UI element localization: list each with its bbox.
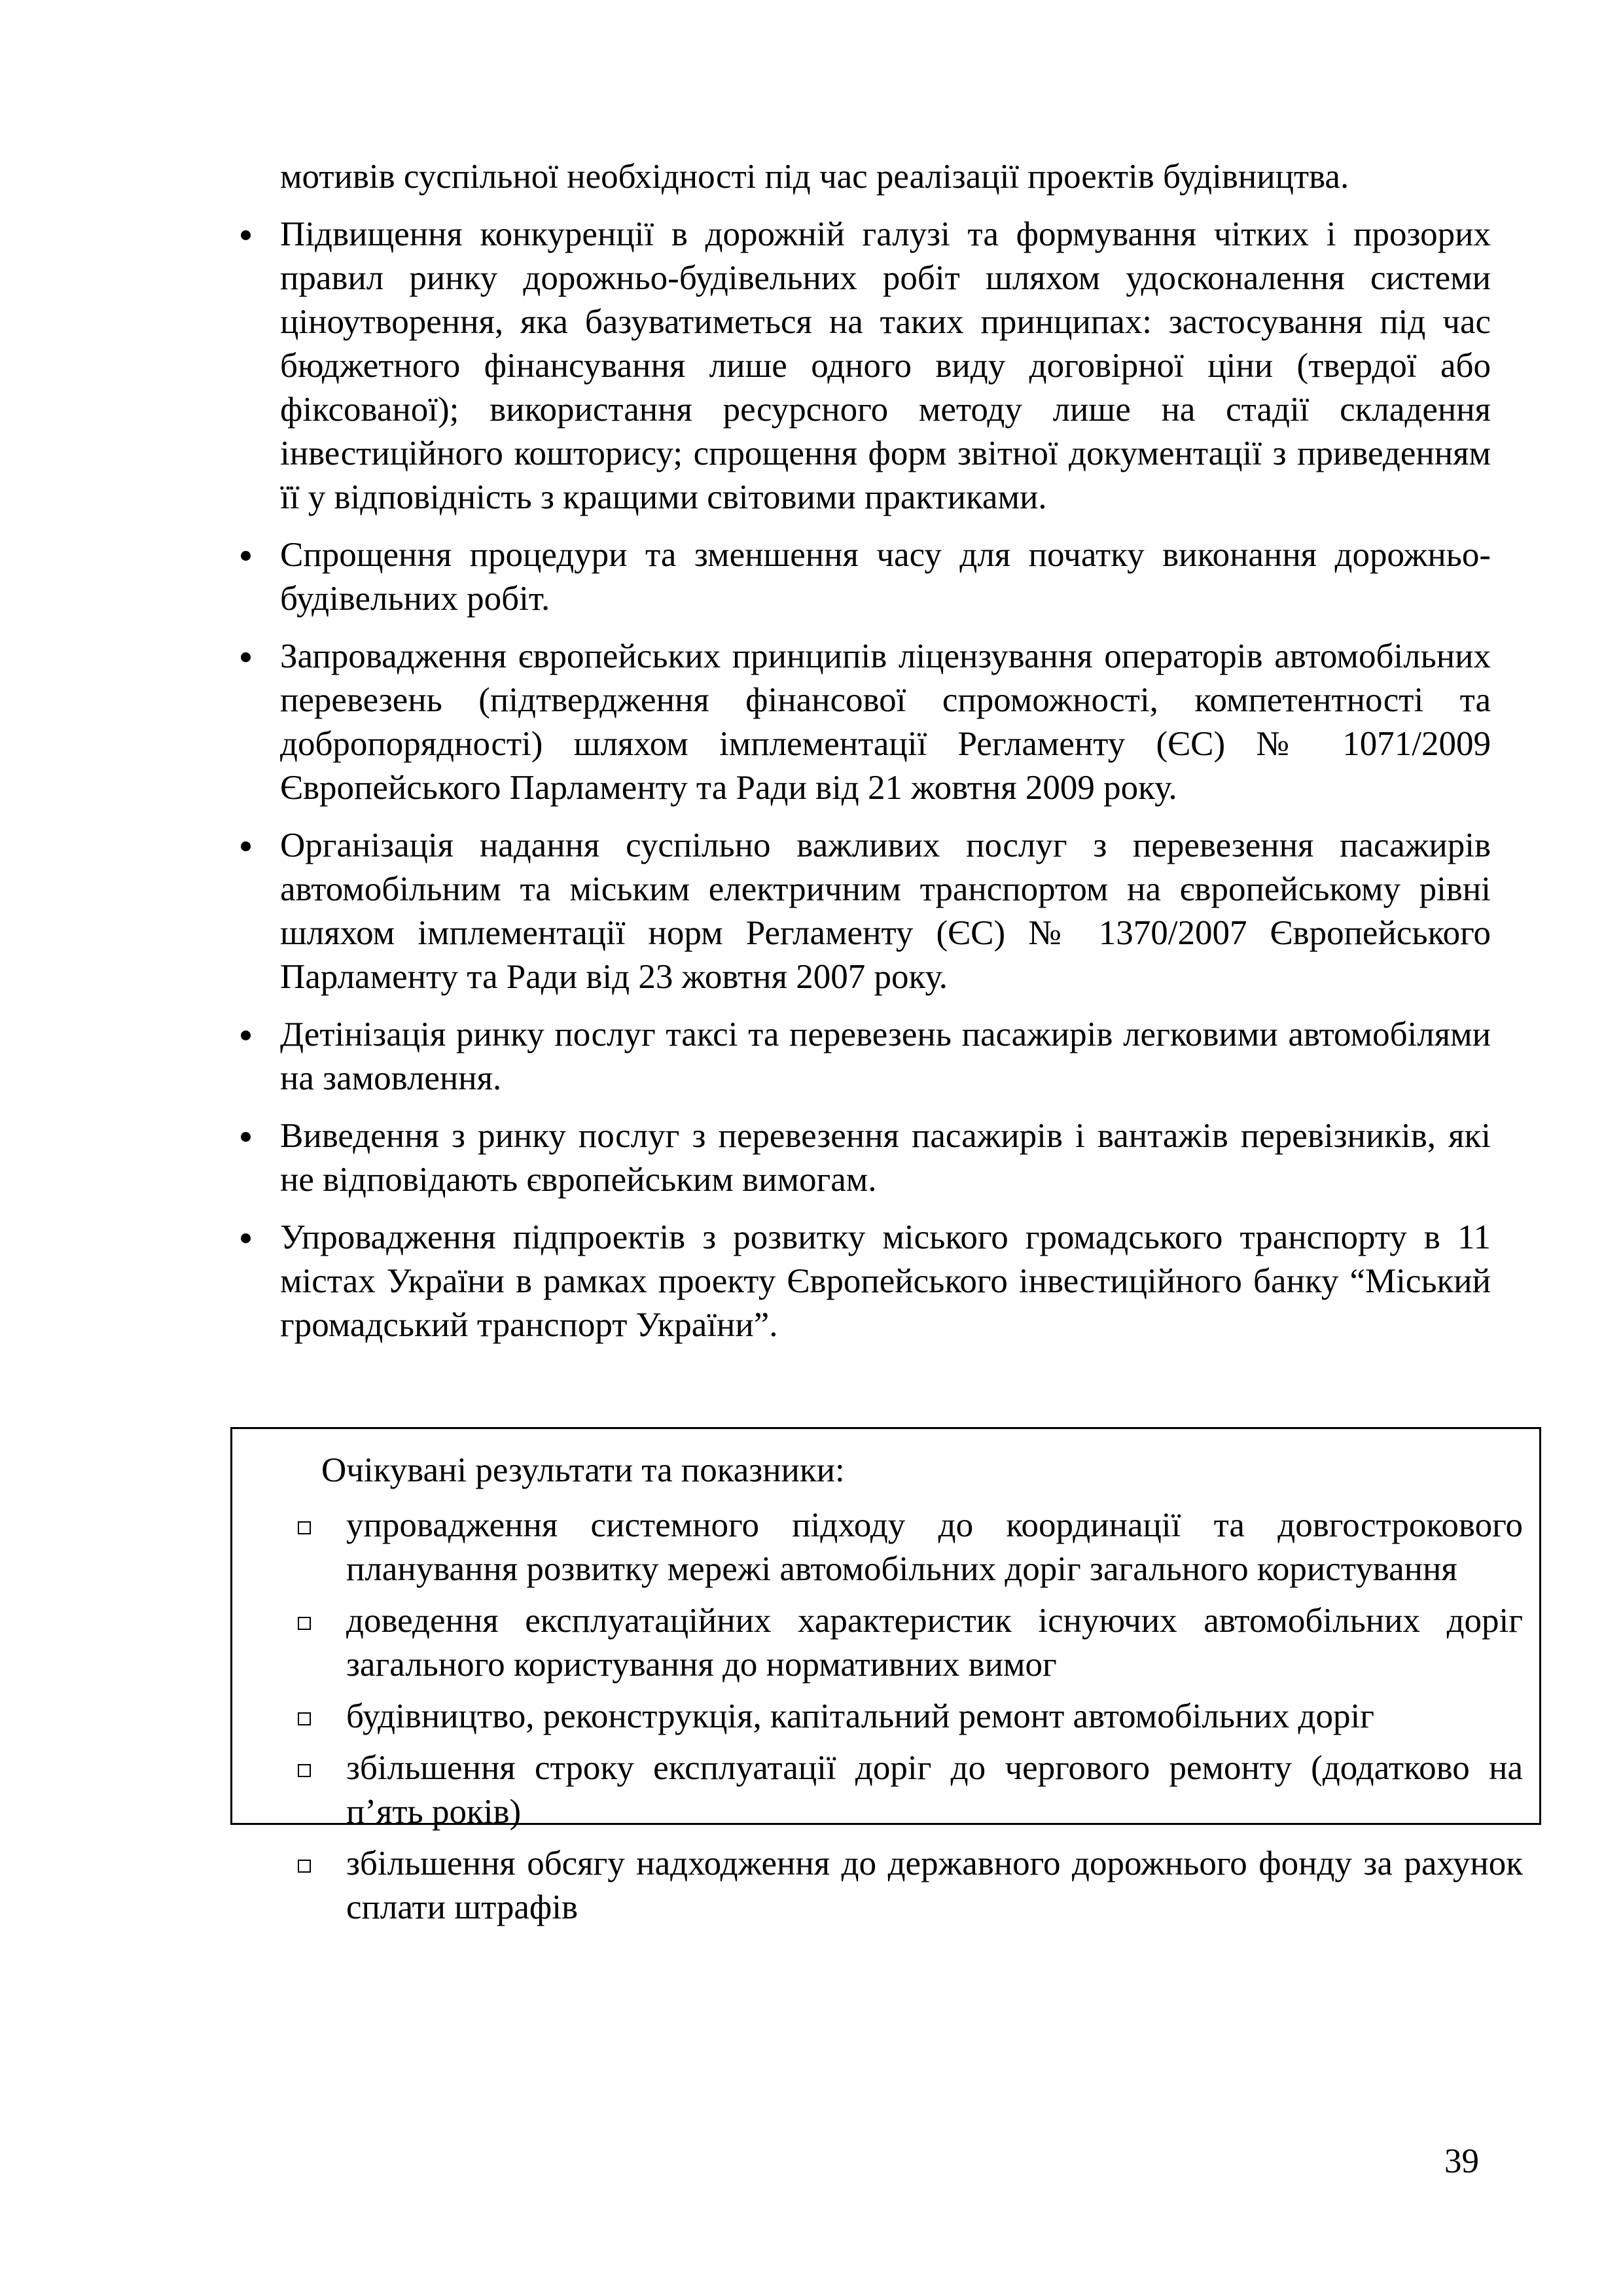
bullet-icon [241, 1233, 251, 1243]
measures-bullet-list [233, 213, 1491, 1361]
bullet-icon [241, 230, 251, 240]
expected-results-box [230, 1427, 1541, 1926]
checkbox-icon [298, 1764, 311, 1777]
checkbox-icon [298, 1521, 311, 1534]
checkbox-icon [298, 1617, 311, 1630]
result-item [298, 1695, 1523, 1739]
bullet-text: Організація надання суспільно важливих послуг з перевезення пасажирів автомобільним та міським електричним транспортом на європейському рівні шляхом імплементації норм Регламенту (ЄС) № 1370/2007 Європейського Парламенту та Ради від 23 жовтня 2007 року. [280, 826, 1491, 996]
bullet-text: Запровадження європейських принципів ліцензування операторів автомобільних перевезень (підтвердження фінансової спроможності, компетентності та добропорядності) шляхом імплементації Регламенту (ЄС) № 1071/2009 Європейського Парламенту та Ради від 21 жовтня 2009 року. [280, 637, 1491, 807]
result-text: збільшення обсягу надходження до державного дорожнього фонду за рахунок сплати штрафів [346, 1845, 1523, 1926]
bullet-text: Детінізація ринку послуг таксі та перевезень пасажирів легковими автомобілями на замовлення. [280, 1016, 1491, 1097]
result-text: збільшення строку експлуатації доріг до чергового ремонту (додатково на п’ять років) [346, 1749, 1523, 1831]
bullet-item [233, 533, 1491, 621]
bullet-item [233, 1114, 1491, 1202]
bullet-icon [241, 652, 251, 662]
bullet-icon [241, 1031, 251, 1040]
bullet-text: Виведення з ринку послуг з перевезення пасажирів і вантажів перевізників, які не відповідають європейським вимогам. [280, 1117, 1491, 1199]
bullet-item [233, 1216, 1491, 1347]
bullet-text: Підвищення конкуренції в дорожній галузі та формування чітких і прозорих правил ринку дорожньо-будівельних робіт шляхом удосконалення системи ціноутворення, яка базуватиметься на таких принципах: застосування під час бюджетного фінансування лише одного виду договірної ціни (твердої або фіксованої); використання ресурсного методу лише на стадії складення інвестиційного кошторису; спрощення форм звітної документації з приведенням її у відповідність з кращими світовими практиками. [280, 215, 1491, 516]
bullet-item [233, 635, 1491, 810]
bullet-icon [241, 551, 251, 561]
result-text: упровадження системного підходу до координації та довгострокового планування розвитку мережі автомобільних доріг загального користування [346, 1506, 1523, 1588]
result-item [298, 1842, 1523, 1930]
bullet-icon [241, 841, 251, 851]
bullet-item [233, 213, 1491, 520]
result-item [298, 1504, 1523, 1591]
result-text: будівництво, реконструкція, капітальний ремонт автомобільних доріг [346, 1697, 1374, 1735]
result-text: доведення експлуатаційних характеристик існуючих автомобільних доріг загального користування до нормативних вимог [346, 1602, 1523, 1684]
checkbox-icon [298, 1860, 311, 1873]
page-number: 39 [1444, 2142, 1479, 2180]
bullet-text: Упровадження підпроектів з розвитку міського громадського транспорту в 11 містах України в рамках проекту Європейського інвестиційного банку “Міський громадський транспорт України”. [280, 1218, 1491, 1344]
bullet-icon [241, 1132, 251, 1142]
results-heading: Очікувані результати та показники: [321, 1451, 845, 1489]
bullet-item [233, 824, 1491, 999]
bullet-item [233, 1013, 1491, 1101]
result-item [298, 1746, 1523, 1834]
bullet-text: Спрощення процедури та зменшення часу для початку виконання дорожньо-будівельних робіт. [280, 536, 1491, 618]
results-list [298, 1504, 1523, 1937]
checkbox-icon [298, 1712, 311, 1725]
result-item [298, 1599, 1523, 1687]
continuation-paragraph: мотивів суспільної необхідності під час реалізації проектів будівництва. [280, 158, 1349, 196]
